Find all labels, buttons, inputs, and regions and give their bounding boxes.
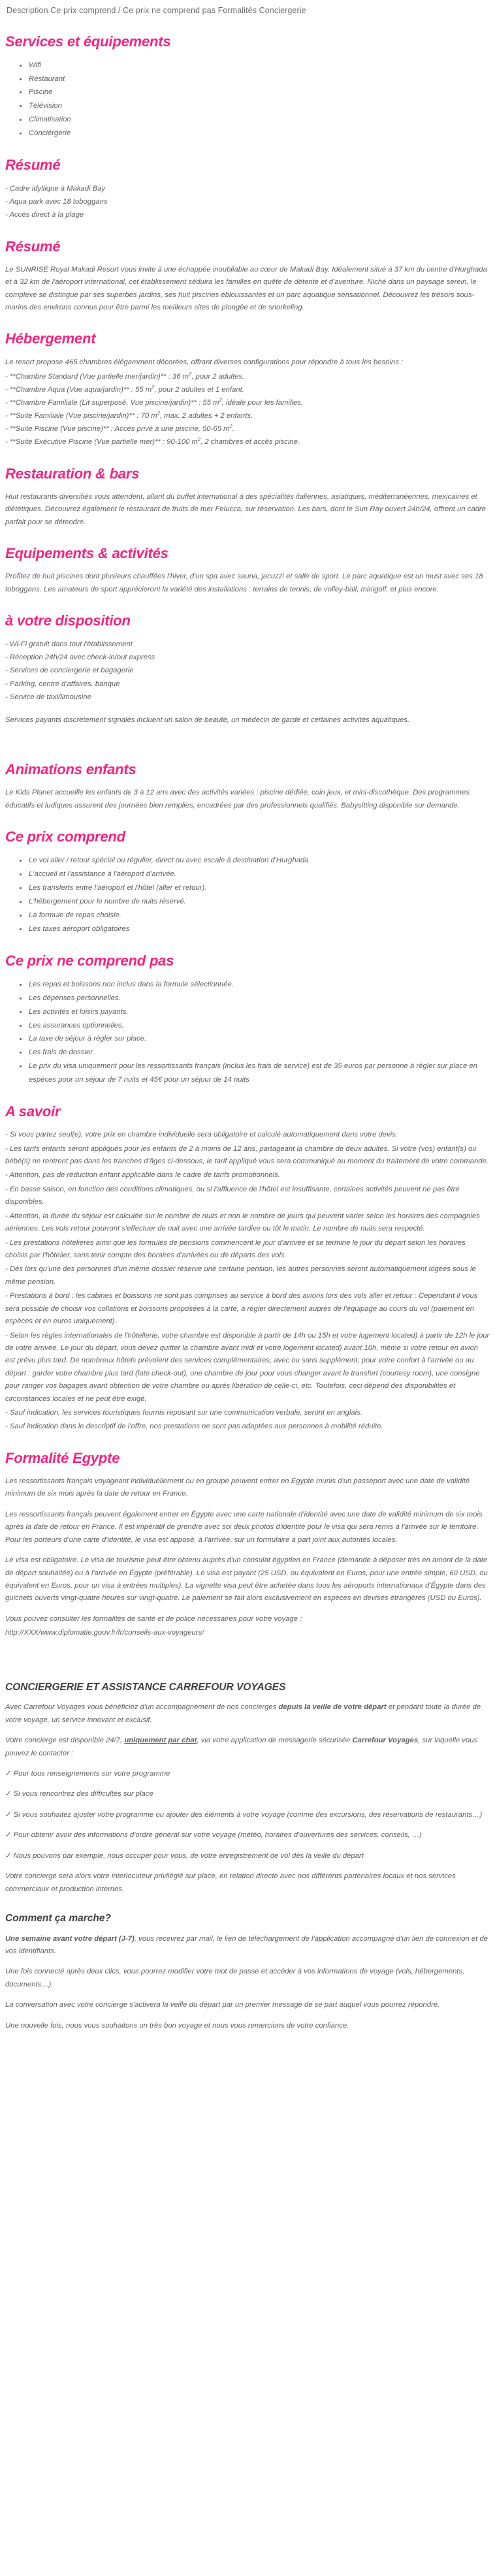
heading-restauration: Restauration & bars — [5, 465, 140, 482]
list-item: • L'hébergement pour le nombre de nuits réservé. — [27, 895, 490, 909]
a-savoir-line: - Sauf indication, les services touristiques fournis reposant sur une communication verbale, seront en anglais. — [5, 1409, 362, 1417]
section-tabbar[interactable]: Description Ce prix comprend / Ce prix ne comprend pas Formalités Conciergerie — [7, 6, 306, 15]
comment-bold-lead: Une semaine avant votre départ (J-7) — [5, 1934, 135, 1943]
conciergerie-check-item: ✓ Pour tous renseignements sur votre programme — [5, 1769, 170, 1778]
heading-prix-ne-comprend-pas: Ce prix ne comprend pas — [5, 952, 174, 969]
formalite-consult-note: Vous pouvez consulter les formalités de santé et de police nécessaires pour votre voyage : — [5, 1614, 302, 1623]
list-item: • Les repas et boissons non inclus dans la formule sélectionnée. — [27, 978, 490, 992]
contact-after: , sur laquelle vous pouvez le contacter : — [5, 1736, 478, 1757]
contact-chat-emphasis: uniquement par chat — [124, 1736, 197, 1745]
room-line: - **Suite Exécutive Piscine (Vue partielle mer)** : 90-100 $m^2$, 2 chambres et accès piscine. — [5, 436, 300, 447]
list-item: • Le prix du visa uniquement pour les ressortissants français (inclus les frais de service) est de 35 euros par personne à régler sur place en espèces pour un séjour de 7 nuits et 45€ pour un séjour de 14 nuits — [27, 1060, 490, 1087]
a-savoir-line: - Dès lors qu'une des personnes d'un même dossier réserve une certaine pension, les autres personnes seront automatiquement logées sous le même pension. — [5, 1265, 476, 1286]
heading-formalite-egypte: Formalité Egypte — [5, 1449, 120, 1466]
heading-comment-ca-marche: Comment ça marche? — [5, 1912, 111, 1924]
conciergerie-contact — [5, 1735, 490, 1760]
room-line: - **Chambre Familiale (Lit superposé, Vue piscine/jardin)** : 55 $m^2$, idéale pour les familles. — [5, 397, 304, 407]
prix-comprend-list — [5, 854, 490, 935]
animations-paragraph: Le Kids Planet accueille les enfants de 3 à 12 ans avec des activités variées : piscine dédiée, coin jeux, et mini-discothèque. Des programmes éducatifs et ludiques assurent des journées bien remplies, encadrées par des professionnels qualifiés. Babysitting disponible sur demande. — [5, 789, 470, 809]
a-savoir-line: - En basse saison, en fonction des conditions climatiques, ou si l'affluence de l'hôtel est insuffisante, certaines activités peuvent ne pas être disponibles. — [5, 1185, 460, 1206]
conciergerie-check-item: ✓ Pour obtenir avoir des informations d'ordre général sur votre voyage (météo, horaires d'ouvertures des services, conseils, …) — [5, 1831, 422, 1840]
comment-paragraph: La conversation avec votre concierge s'activera la veille du départ par un premier message de se part auquel vous pourrez répondre. — [5, 2001, 440, 2009]
heading-services: Services et équipements — [5, 33, 171, 50]
conciergerie-closing: Votre concierge sera alors votre interlocuteur privilégié sur place, en relation directe avec nos différents partenaires locaux et nos services commerciaux et production internes. — [5, 1872, 456, 1893]
disposition-note: Services payants discrètement signalés incluent un salon de beauté, un médecin de garde et certaines activités aquatiques. — [5, 715, 410, 724]
services-list — [5, 59, 490, 140]
comment-paragraph: Une fois connecté après deux clics, vous pourrez modifier votre mot de passe et accéder à vos informations de voyage (vols, hébergements, documents…). — [5, 1968, 465, 1988]
conciergerie-intro-bold: depuis la veille de votre départ — [278, 1703, 387, 1712]
formalite-paragraph: Les ressortissants français peuvent également entrer en Égypte avec une carte nationale d'identité avec une date de validité minimum de six mois après la date de retour en France. Il est impératif de prendre avec soi deux photos d'identité pour le visa qui sera remis à l'arrivée sur le territoire. Pour les porteurs d'une carte d'identité, le visa est apposé, à l'arrivée, sur un formulaire à part joint aux autorités locales. — [5, 1510, 483, 1544]
resume-short-line: - Cadre idyllique à Makadi Bay — [5, 185, 106, 193]
conciergerie-intro-after: et pendant toute la durée de votre voyage, un service innovant et exclusif. — [5, 1703, 481, 1724]
list-item: • Les assurances optionnelles. — [27, 1019, 490, 1033]
resume-short-line: - Accès direct à la plage — [5, 211, 84, 219]
conciergerie-check-item: ✓ Nous pouvons par exemple, nous occuper pour vous, de votre enregistrement de vol dès la veille du départ — [5, 1851, 364, 1860]
room-line: - **Suite Familiale (Vue piscine/jardin)** : 70 $m^2$, max. 2 adultes + 2 enfants. — [5, 410, 253, 420]
heading-prix-comprend: Ce prix comprend — [5, 828, 125, 845]
list-item: • Les activités et loisirs payants. — [27, 1005, 490, 1019]
list-item: • Télévision — [27, 99, 490, 113]
list-item: • Les taxes aéroport obligatoires — [27, 922, 490, 936]
a-savoir-line: - Si vous partez seul(e), votre prix en chambre individuelle sera obligatoire et calculé automatiquement dans votre devis. — [5, 1131, 398, 1139]
heading-resume-long: Résumé — [5, 238, 61, 255]
heading-a-savoir: A savoir — [5, 1103, 61, 1120]
resume-long-paragraph: Le SUNRISE Royal Makadi Resort vous invite à une échappée inoubliable au cœur de Makadi Bay. Idéalement situé à 37 km du centre d'Hurghada et à 32 km de l'aéroport international, cet établissement séduira les familles en quête de détente et d'aventure. Niché dans un paysage serein, le complexe se distingue par ses superbes jardins, ses huit piscines éblouissantes et un parc aquatique sensationnel. Découvrez les trésors sous-marins des environs connus pour être parmi les meilleurs sites de plongée et de snorkeling. — [5, 265, 487, 311]
heading-resume-short: Résumé — [5, 157, 61, 174]
resume-short-line: - Aqua park avec 18 toboggans — [5, 198, 108, 206]
list-item: • Les frais de dossier. — [27, 1046, 490, 1060]
disposition-line: - Wi-Fi gratuit dans tout l'établissement — [5, 640, 133, 649]
room-line: - **Chambre Aqua (Vue aqua/jardin)** : 55 $m^2$, pour 2 adultes et 1 enfant. — [5, 384, 244, 394]
spacer — [5, 734, 490, 745]
list-item: • L'accueil et l'assistance à l'aéroport d'arrivée. — [27, 868, 490, 881]
room-line: - **Chambre Standard (Vue partielle mer/jardin)** : 36 $m^2$, pour 2 adultes. — [5, 371, 245, 381]
comment-paragraph-1 — [5, 1933, 490, 1958]
disposition-line: - Service de taxi/limousine — [5, 693, 91, 701]
a-savoir-line: - Attention, pas de réduction enfant applicable dans le cadre de tarifs promotionnels. — [5, 1171, 280, 1180]
contact-mid: , via votre application de messagerie sécurisée — [197, 1736, 353, 1745]
disposition-line: - Réception 24h/24 avec check-in/out express — [5, 653, 155, 662]
list-item: • La formule de repas choisie. — [27, 909, 490, 922]
heading-disposition: à votre disposition — [5, 612, 131, 629]
heading-conciergerie: CONCIERGERIE ET ASSISTANCE CARREFOUR VOYAGES — [5, 1681, 286, 1693]
contact-before: Votre concierge est disponible 24/7, — [5, 1736, 125, 1745]
disposition-line: - Parking, centre d'affaires, banque — [5, 680, 120, 688]
spacer — [5, 1648, 490, 1665]
comment-paragraph: Une nouvelle fois, nous vous souhaitons un très bon voyage et nous vous remercions de votre confiance. — [5, 2021, 349, 2030]
list-item: • Le vol aller / retour spécial ou régulier, direct ou avec escale à destination d'Hurghada — [27, 854, 490, 868]
formalite-paragraph: Le visa est obligatoire. Le visa de tourisme peut être obtenu auprès d'un consulat égyptien en France (demande à déposer très en amont de la date de départ souhaitée) ou à l'arrivée en Égypte (préférable). Le visa est payant (25 USD, ou équivalent en Euros, pour une entrée simple, 60 USD, ou équivalent en Euros, pour un visa à entrées multiples). La vignette visa peut être achetée dans tous les aéroports internationaux d'Égypte dans des guichets ouverts vingt-quatre heures sur vingt-quatre. Le paiement se fait alors exclusivement en espèces en devises étrangères (USD ou Euros). — [5, 1556, 488, 1603]
a-savoir-line: - Selon les règles internationales de l'hôtellerie, votre chambre est disponible à partir de 14h ou 15h et votre logement located) à partir de 12h le jour de votre arrivée. Le jour du départ, vous devez quitter la chambre avant midi et votre logement located) avant 10h, même si votre retour en avion est prévu plus tard. De nombreux hôtels prévoient des services complémentaires, avec ou sans supplément, pour votre confort à l'arrivée ou au départ : garder votre chambre plus tard (late check-out), une chambre de jour pour vous changer avant le transfert (courtesy room), une consigne pour ranger vos bagages avant obtention de votre chambre ou après libération de celle-ci, etc. Toutefois, ceci dépend des disponibilités et circonstances locales et ne peut être exigé. — [5, 1331, 490, 1403]
a-savoir-line: - Prestations à bord : les cabines et boissons ne sont pas comprises au service à bord des avions lors des vols aller et retour ; Cependant il vous sera possible de choisir vos collations et boissons proposées à la carte, à régler directement auprès de l'équipage au cours du vol (paiement en espèces et en euros uniquement). — [5, 1292, 478, 1326]
disposition-line: - Services de conciergerie et bagagerie — [5, 667, 134, 675]
list-item: • Les transferts entre l'aéroport et l'hôtel (aller et retour). — [27, 881, 490, 895]
heading-hebergement: Hébergement — [5, 330, 96, 347]
restauration-paragraph: Huit restaurants diversifiés vous attendent, allant du buffet international à des spécialités italiennes, asiatiques, méditerranéennes, mexicaines et diététiques. Découvrez également le restaurant de fruits de mer Felucca, sur réservation. Les bars, dont le Sun Ray ouvert 24h/24, offrent un cadre parfait pour se détendre. — [5, 492, 486, 526]
room-line: - **Suite Piscine (Vue piscine)** : Accès privé à une piscine, 50-65 $m^2$. — [5, 423, 234, 433]
list-item: • Les dépenses personnelles. — [27, 992, 490, 1005]
comment-paragraph-1-rest: , vous recevrez par mail, le lien de téléchargement de l'application accompagné d'un lien de connexion et de vos identifiants. — [5, 1934, 488, 1955]
prix-ne-comprend-pas-list — [5, 978, 490, 1087]
conciergerie-check-item: ✓ Si vous souhaitez ajuster votre programme ou ajouter des éléments à votre voyage (comme des excursions, des réservations de restaurants…) — [5, 1810, 483, 1819]
a-savoir-line: - Les tarifs enfants seront appliqués pour les enfants de 2 à moins de 12 ans, partageant la chambre de deux adultes. Si votre (vos) enfant(s) ou bébé(s) ne rentrent pas dans les tranches d'âges ci-dessous, le tarif appliqué vous sera communiqué au moment du traitement de votre commande. — [5, 1144, 488, 1166]
spacer — [5, 704, 490, 714]
conciergerie-intro-before: Avec Carrefour Voyages vous bénéficiez d'un accompagnement de nos concierges — [5, 1703, 279, 1712]
list-item: • Conciérgerie — [27, 127, 490, 140]
list-item: • Wifi — [27, 59, 490, 72]
conciergerie-check-item: ✓ Si vous rencontrez des difficultés sur place — [5, 1790, 153, 1798]
contact-brand: Carrefour Voyages — [352, 1736, 419, 1745]
a-savoir-line: - Attention, la durée du séjour est calculée sur le nombre de nuits et non le nombre de jours qui peuvent varier selon les horaires des compagnies aériennes. Les vols retour pourront s'effectuer de nuit avec une arrivée tardive ou tôt le matin. Le nombre de nuits sera respecté. — [5, 1212, 480, 1233]
a-savoir-line: - Sauf indication dans le descriptif de l'offre, nos prestations ne sont pas adaptées aux personnes à mobilité réduite. — [5, 1422, 383, 1431]
heading-equipements: Equipements & activités — [5, 545, 168, 561]
formalite-paragraph: Les ressortissants français voyageant individuellement ou en groupe peuvent entrer en Égypte munis d'un passeport avec une date de validité minimum de six mois après la date de retour en France. — [5, 1477, 470, 1498]
list-item: • Piscine — [27, 86, 490, 99]
a-savoir-line: - Les prestations hôtelières ainsi que les formules de pensions commencent le jour d'arrivée et se termine le jour du départ selon les horaires choisis par l'hôtelier, sans tenir compte des horaires d'arrivées ou de départs des vols. — [5, 1238, 466, 1259]
list-item: • Climatisation — [27, 113, 490, 127]
list-item: • Restaurant — [27, 72, 490, 86]
list-item: • La taxe de séjour à régler sur place. — [27, 1032, 490, 1046]
heading-animations: Animations enfants — [5, 761, 136, 778]
equipements-paragraph: Profitez de huit piscines dont plusieurs chauffées l'hiver, d'un spa avec sauna, jacuzzi et salle de sport. Le parc aquatique est un must avec ses 18 toboggans. Les amateurs de sport apprécieront la variété des installations : terrains de tennis, de volley-ball, minigolf, et plus encore. — [5, 573, 483, 593]
formalite-link[interactable]: http://XXX/www.diplomatie.gouv.fr/fr/conseils-aux-voyageurs/ — [5, 1629, 204, 1637]
conciergerie-intro — [5, 1701, 490, 1727]
hebergement-intro: Le resort propose 465 chambres élégamment décorées, offrant diverses configurations pour répondre à tous les besoins : — [5, 358, 404, 366]
